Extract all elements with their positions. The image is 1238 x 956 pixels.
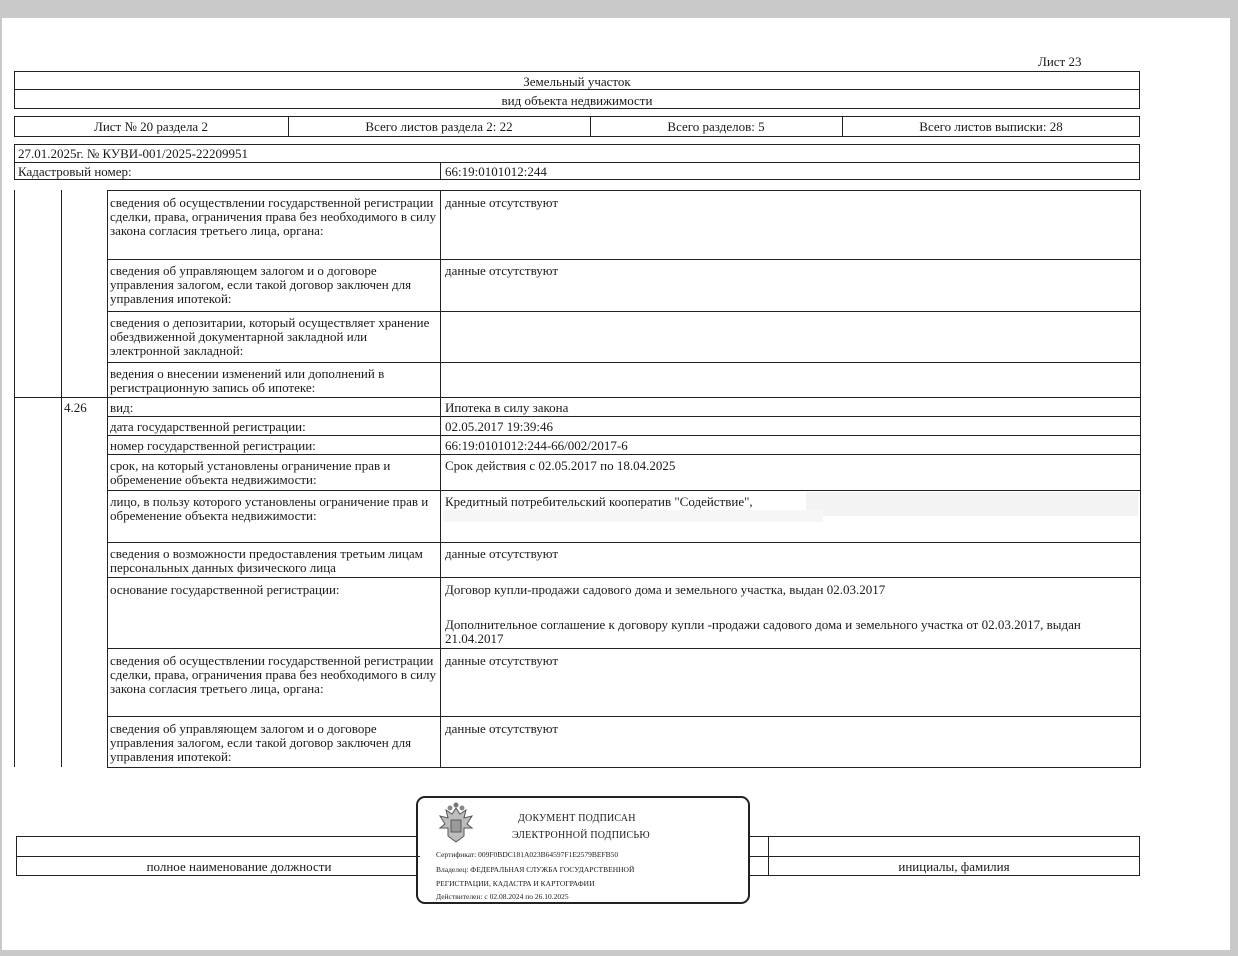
sheet-of-section: Лист № 20 раздела 2 [94, 119, 208, 134]
row-number: 4.26 [64, 400, 87, 415]
row-label: сведения о депозитарии, который осуществляет хранение обездвиженной документарной закладной или электронной закладной: [110, 315, 430, 358]
row-value [443, 315, 1133, 317]
row-label: сведения об управляющем залогом и о договоре управления залогом, если такой договор заключен для управления ипотекой: [110, 263, 412, 306]
position-label: полное наименование должности [146, 859, 332, 874]
total-sheets-extract: Всего листов выписки: 28 [919, 119, 1063, 134]
row-label: основание государственной регистрации: [110, 582, 340, 597]
row-value: 02.05.2017 19:39:46 [445, 419, 553, 434]
row-label: лицо, в пользу которого установлены ограничение прав и обременение объекта недвижимости: [110, 494, 429, 523]
row-value-secondary: Дополнительное соглашение к договору купли -продажи садового дома и земельного участка от 02.03.2017, выдан 21.04.2017 [445, 617, 1081, 646]
total-sections: Всего разделов: 5 [667, 119, 765, 134]
redacted-area [443, 510, 823, 522]
stamp-title-line2: ЭЛЕКТРОННОЙ ПОДПИСЬЮ [512, 830, 650, 841]
cadastral-value: 66:19:0101012:244 [445, 164, 547, 179]
stamp-owner-line1: Владелец: ФЕДЕРАЛЬНАЯ СЛУЖБА ГОСУДАРСТВЕННОЙ [436, 865, 635, 874]
total-sheets-section: Всего листов раздела 2: 22 [365, 119, 513, 134]
name-label: инициалы, фамилия [898, 859, 1010, 874]
row-value: Ипотека в силу закона [445, 400, 569, 415]
row-value: 66:19:0101012:244-66/002/2017-6 [445, 438, 628, 453]
row-value: Кредитный потребительский кооператив "Содействие", [445, 494, 753, 509]
double-headed-eagle-emblem-icon [434, 802, 478, 846]
row-label: сведения о возможности предоставления третьим лицам персональных данных физического лица [110, 546, 423, 575]
row-value: Срок действия с 02.05.2017 по 18.04.2025 [445, 458, 676, 473]
row-value: данные отсутствуют [445, 653, 559, 668]
redacted-area [806, 492, 1138, 516]
cadastral-label: Кадастровый номер: [18, 164, 132, 179]
row-label: вид: [110, 400, 134, 415]
row-label: сведения об управляющем залогом и о договоре управления залогом, если такой договор заключен для управления ипотекой: [110, 721, 412, 764]
row-label: сведения об осуществлении государственной регистрации сделки, права, ограничения права без необходимого в силу закона согласия третьего лица, органа: [110, 653, 436, 696]
row-label: номер государственной регистрации: [110, 438, 316, 453]
row-label: дата государственной регистрации: [110, 419, 306, 434]
row-label: срок, на который установлены ограничение прав и обременение объекта недвижимости: [110, 458, 391, 487]
stamp-validity: Действителен: с 02.08.2024 по 26.10.2025 [436, 892, 569, 901]
extract-date-number: 27.01.2025г. № КУВИ-001/2025-22209951 [18, 146, 248, 161]
row-value: данные отсутствуют [445, 721, 559, 736]
object-name: Земельный участок [523, 74, 631, 89]
row-value: данные отсутствуют [445, 546, 559, 561]
document-page [2, 18, 1230, 950]
row-value: Договор купли-продажи садового дома и земельного участка, выдан 02.03.2017 [445, 582, 886, 597]
row-label: сведения об осуществлении государственной регистрации сделки, права, ограничения права без необходимого в силу закона согласия третьего лица, органа: [110, 195, 436, 238]
row-value: данные отсутствуют [445, 195, 559, 210]
row-value: данные отсутствуют [445, 263, 559, 278]
stamp-owner-line2: РЕГИСТРАЦИИ, КАДАСТРА И КАРТОГРАФИИ [436, 879, 595, 888]
sheet-number: Лист 23 [1038, 54, 1082, 69]
stamp-certificate: Сертификат: 009F0BDC181A023B64597F1E2579BEFB50 [436, 850, 619, 859]
row-label: ведения о внесении изменений или дополнений в регистрационную запись об ипотеке: [110, 366, 385, 395]
row-value [443, 366, 1133, 368]
stamp-title-line1: ДОКУМЕНТ ПОДПИСАН [518, 813, 636, 824]
electronic-signature-stamp [416, 796, 750, 904]
object-type-label: вид объекта недвижимости [501, 93, 653, 108]
